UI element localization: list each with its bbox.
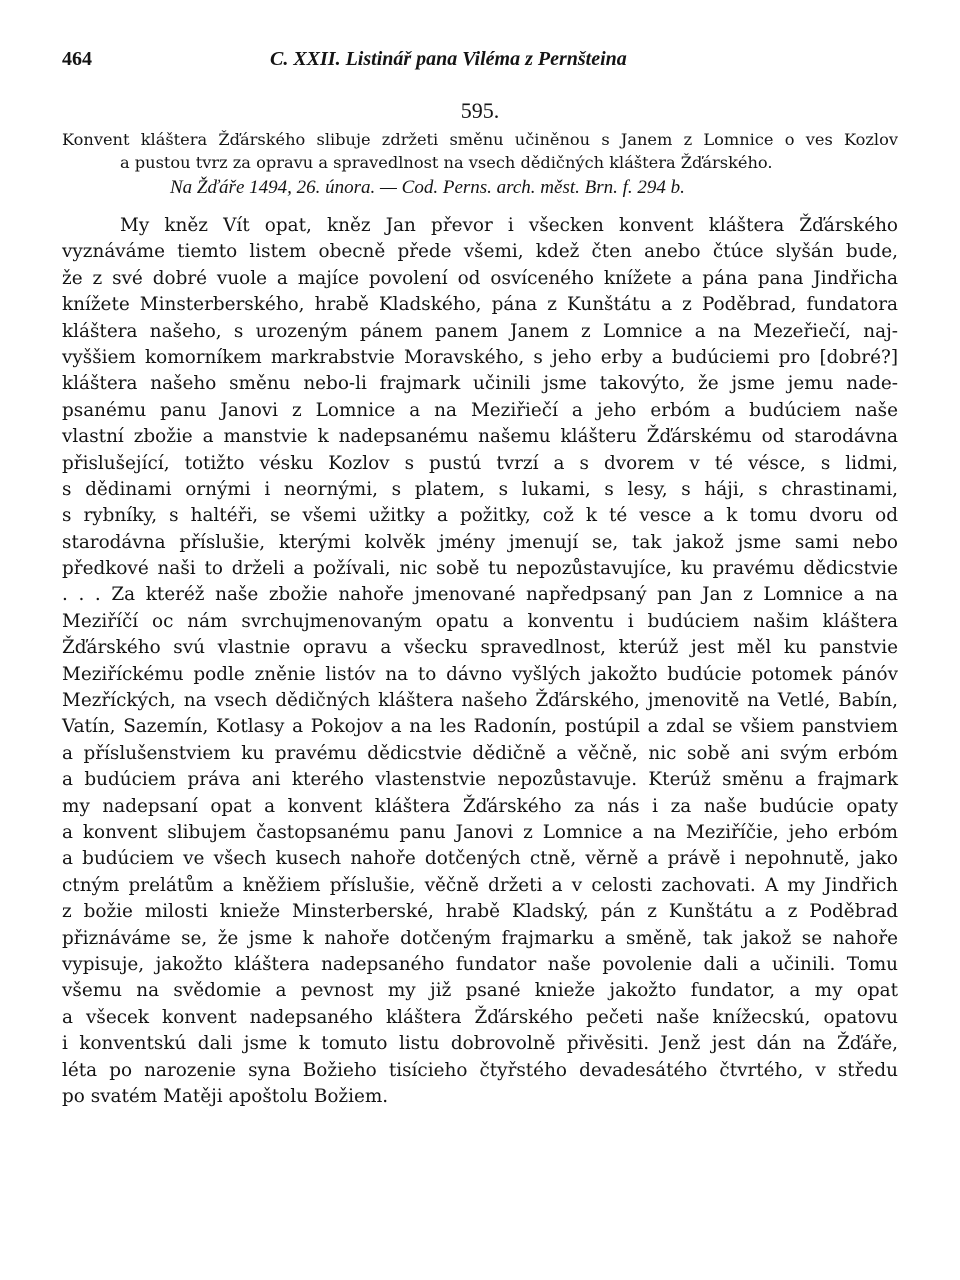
body-line: i konventskú dali jsme k tomuto listu dobrovolně přivěsiti. Jenž jest dán na Žďáře, bbox=[62, 1033, 898, 1055]
document-number: 595. bbox=[460, 98, 500, 123]
body-line: předkové naši to drželi a požívali, nic sobě tu nepozůstavujíce, ku pravému dědicstvie bbox=[62, 558, 898, 580]
body-line: vlastní zbožie a manstvie k nadepsanému našemu klášteru Žďárskému od starodávna bbox=[62, 426, 898, 448]
source-citation: Na Žďáře 1494, 26. února. — Cod. Perns. arch. měst. Brn. f. 294 b. bbox=[170, 177, 685, 198]
regest-line: a pustou tvrz za opravu a spravedlnost na vsech dědičných kláštera Žďárského. bbox=[120, 153, 773, 172]
page-number: 464 bbox=[62, 48, 92, 70]
regest-line: Konvent kláštera Žďárského slibuje zdržeti směnu učiněnou s Janem z Lomnice o ves Kozlov bbox=[62, 130, 898, 149]
body-line: a budúciem práva ani kterého vlastenstvie nepozůstavuje. Kterúž směnu a frajmark bbox=[62, 769, 898, 791]
body-line: Mezříckých, na vsech dědičných kláštera našeho Žďárského, jmenovitě na Vetlé, Babín, bbox=[62, 690, 898, 712]
body-line: starodávna příslušie, kterými kolvěk jmény jmenují se, tak jakož jsme sami nebo bbox=[62, 531, 898, 553]
body-line: psanému panu Janovi z Lomnice a na Meziřiečí a jeho erbóm a budúciem naše bbox=[62, 399, 898, 421]
body-line: knížete Minsterberského, hrabě Kladského, pána z Kunštátu a z Poděbrad, fundatora bbox=[62, 294, 898, 316]
body-line: Meziříckému podle zněnie listóv na to dávno vyšlých jakožto budúcie potomek pánóv bbox=[62, 663, 898, 685]
running-title: C. XXII. Listinář pana Viléma z Pernšteina bbox=[270, 48, 627, 70]
body-line: s rybníky, s haltéři, se všemi užitky a požitky, což k té vesce a k tomu dvoru od bbox=[62, 505, 898, 527]
body-line: že z své dobré vuole a majíce povolení od osvíceného knížete a pána pana Jindřicha bbox=[62, 267, 898, 289]
body-line: vypisuje, jakožto kláštera nadepsaného fundator naše povolenie dali a učinili. Tomu bbox=[62, 953, 898, 975]
body-line: Vatín, Sazemín, Kotlasy a Pokojov a na les Radonín, postúpil a zdal se všiem panstviem bbox=[62, 716, 898, 738]
body-line: a konvent slibujem častopsanému panu Janovi z Lomnice a na Meziříčie, jeho erbóm bbox=[62, 821, 898, 843]
body-line: všemu na svědomie a pevnost my již psané knieže jakožto fundator, a my opat bbox=[62, 980, 898, 1002]
body-line: a příslušenstviem ku pravému dědicstvie dědičně a věčně, nic sobě ani svým erbóm bbox=[62, 742, 898, 764]
body-line: ctným prelátům a kněžiem příslušie, věčně držeti a v celosti zachovati. A my Jindřich bbox=[62, 874, 898, 896]
body-line: přiznáváme se, že jsme k nahoře dotčeným frajmarku a směně, tak jakož se nahoře bbox=[62, 927, 898, 949]
body-line: vyznáváme tiemto listem obecně přede všemi, kdež čten anebo čtúce slyšán bude, bbox=[62, 241, 898, 263]
body-line: přislušející, totižto vésku Kozlov s pustú tvrzí a s dvorem v té vésce, s lidmi, bbox=[62, 452, 898, 474]
body-line: z božie milosti knieže Minsterberské, hrabě Kladský, pán z Kunštátu a z Poděbrad bbox=[62, 901, 898, 923]
body-line: léta po narozenie syna Božieho tisícieho čtyřstého devadesátého čtvrtého, v středu bbox=[62, 1059, 898, 1081]
body-line: Žďárského svú vlastnie opravu a všecku spravedlnost, kterúž jest měl ku panstvie bbox=[62, 637, 898, 659]
body-line: kláštera našeho, s urozeným pánem panem Janem z Lomnice a na Mezeřiečí, naj- bbox=[62, 320, 898, 342]
body-line: po svatém Matěji apoštolu Božiem. bbox=[62, 1085, 389, 1107]
body-line: s dědinami ornými i neornými, s platem, s lukami, s lesy, s háji, s chrastinami, bbox=[62, 478, 898, 500]
body-line: a všecek konvent nadepsaného kláštera Žďárského pečeti naše knížecskú, opatovu bbox=[62, 1006, 898, 1028]
regest bbox=[62, 128, 898, 174]
body-line: a budúciem ve všech kusech nahoře dotčených ctně, věrně a právě i nepohnutě, jako bbox=[62, 848, 898, 870]
document-body bbox=[62, 213, 898, 1110]
body-line: My kněz Vít opat, kněz Jan převor i všecken konvent kláštera Žďárského bbox=[120, 215, 898, 236]
running-head bbox=[62, 48, 898, 76]
body-line: kláštera našeho směnu nebo-li frajmark učinili jsme takovýto, že jsme jemu nade- bbox=[62, 373, 898, 395]
body-line: vyššiem komorníkem markrabstvie Moravského, s jeho erby a budúciemi pro [dobré?] bbox=[62, 346, 898, 368]
body-line: my nadepsaní opat a konvent kláštera Žďárského za nás i za naše budúcie opaty bbox=[62, 795, 898, 817]
body-line: . . . Za kteréž naše zbožie nahoře jmenované napředpsaný pan Jan z Lomnice a na bbox=[62, 584, 898, 606]
body-line: Meziříčí oc nám svrchujmenovaným opatu a konventu i budúciem našim kláštera bbox=[62, 610, 898, 632]
